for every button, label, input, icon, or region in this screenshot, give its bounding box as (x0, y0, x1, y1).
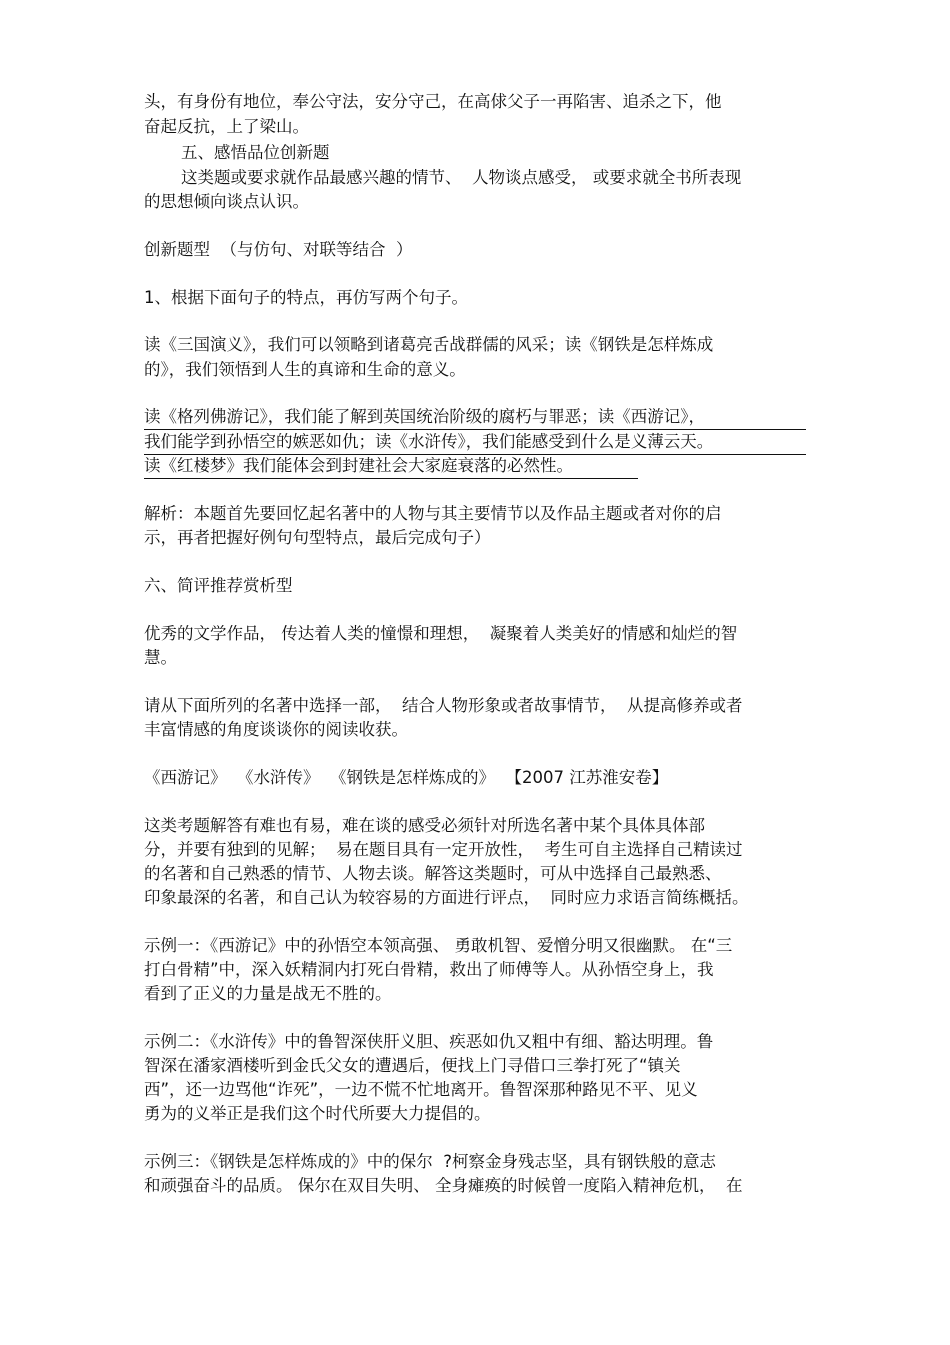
text-line: 分，并要有独到的见解； 易在题目具有一定开放性， 考生可自主选择自己精读过 (144, 840, 743, 859)
text-line: 丰富情感的角度谈谈你的阅读收获。 (144, 720, 408, 739)
example-line: 示例二：《水浒传》中的鲁智深侠肝义胆、疾恶如仇又粗中有细、豁达明理。鲁 (144, 1032, 714, 1051)
text-line: 创新题型 （与仿句、对联等结合 ） (144, 240, 413, 259)
text-line: 这类题或要求就作品最感兴趣的情节、 人物谈点感受， 或要求就全书所表现 (181, 168, 742, 187)
text-line: 读《三国演义》，我们可以领略到诸葛亮舌战群儒的风采；读《钢铁是怎样炼成 (144, 335, 714, 354)
text-line: 解析：本题首先要回忆起名著中的人物与其主要情节以及作品主题或者对你的启 (144, 504, 722, 523)
text-line: 1、根据下面句子的特点，再仿写两个句子。 (144, 288, 468, 307)
text-line: 优秀的文学作品， 传达着人类的憧憬和理想， 凝聚着人类美好的情感和灿烂的智 (144, 624, 738, 643)
text-line: 奋起反抗，上了梁山。 (144, 117, 309, 136)
underlined-answer-line: 我们能学到孙悟空的嫉恶如仇；读《水浒传》，我们能感受到什么是义薄云天。 (144, 431, 806, 455)
text-line: 的思想倾向谈点认识。 (144, 192, 309, 211)
example-line: 示例一：《西游记》中的孙悟空本领高强、 勇敢机智、爱憎分明又很幽默。 在“三 (144, 936, 733, 955)
text-line: 的》，我们领悟到人生的真谛和生命的意义。 (144, 360, 466, 379)
underlined-answer-line: 读《红楼梦》我们能体会到封建社会大家庭衰落的必然性。 (144, 455, 638, 479)
section-heading: 五、感悟品位创新题 (181, 143, 330, 162)
text-line: 示，再者把握好例句句型特点，最后完成句子） (144, 528, 491, 547)
example-line: 打白骨精”中，深入妖精洞内打死白骨精，救出了师傅等人。从孙悟空身上，我 (144, 960, 714, 979)
text-line: 请从下面所列的名著中选择一部， 结合人物形象或者故事情节， 从提高修养或者 (144, 696, 743, 715)
book-list-line: 《西游记》 《水浒传》 《钢铁是怎样炼成的》 【2007 江苏淮安卷】 (144, 768, 669, 787)
example-line: 示例三：《钢铁是怎样炼成的》中的保尔 ?柯察金身残志坚，具有钢铁般的意志 (144, 1152, 716, 1171)
example-line: 看到了正义的力量是战无不胜的。 (144, 984, 392, 1003)
example-line: 智深在潘家酒楼听到金氏父女的遭遇后，便找上门寻借口三拳打死了“镇关 (144, 1056, 681, 1075)
section-heading: 六、简评推荐赏析型 (144, 576, 293, 595)
text-line: 这类考题解答有难也有易，难在谈的感受必须针对所选名著中某个具体具体部 (144, 816, 705, 835)
text-line: 头，有身份有地位，奉公守法，安分守己，在高俅父子一再陷害、追杀之下，他 (144, 92, 722, 111)
text-line: 慧。 (144, 648, 177, 667)
example-line: 西”，还一边骂他“诈死”，一边不慌不忙地离开。鲁智深那种路见不平、见义 (144, 1080, 698, 1099)
example-line: 和顽强奋斗的品质。 保尔在双目失明、 全身瘫痪的时候曾一度陷入精神危机， 在 (144, 1176, 743, 1195)
underlined-answer-line: 读《格列佛游记》，我们能了解到英国统治阶级的腐朽与罪恶；读《西游记》， (144, 406, 806, 430)
text-line: 印象最深的名著，和自己认为较容易的方面进行评点， 同时应力求语言简练概括。 (144, 888, 749, 907)
example-line: 勇为的义举正是我们这个时代所要大力提倡的。 (144, 1104, 491, 1123)
text-line: 的名著和自己熟悉的情节、人物去谈。解答这类题时，可从中选择自己最熟悉、 (144, 864, 722, 883)
